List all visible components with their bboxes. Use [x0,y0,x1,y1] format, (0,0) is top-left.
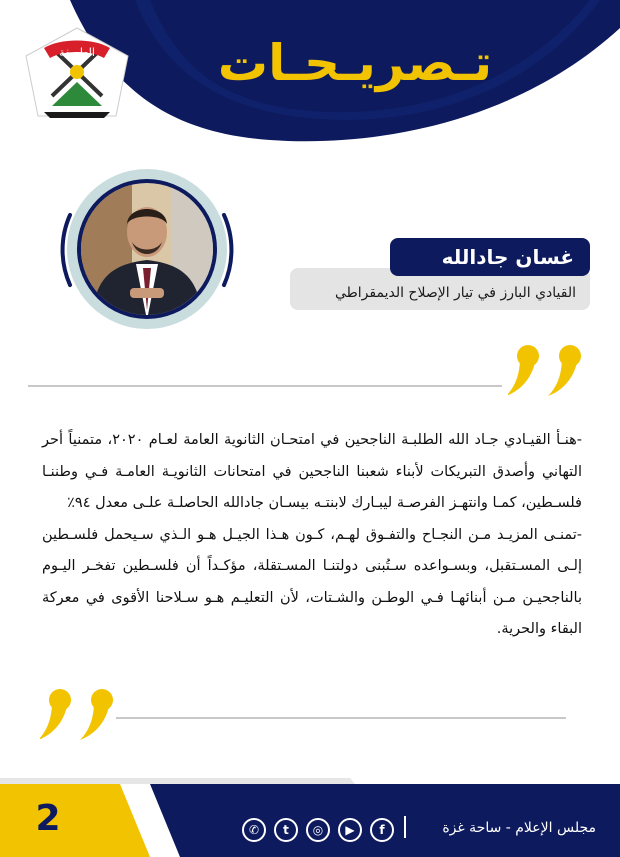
footer-separator [404,816,406,838]
quote-close-icon [40,676,126,748]
statement-paragraph-2: -تمنـى المزيـد مـن النجـاح والتفـوق لهـم، كـون هـذا الجيـل هـو الـذي سـيحمل فلسـطين إلـى المسـتقبل، وبسـواعده سـتُبنى دولتنـا المسـتقلة، مؤكـداً أن فلسـطين تفخـر اليـوم بالناجحيـن مـن أبنائهـا فـي الوطـن والشـتات، لأن التعليـم هـو سـلاحنا الأقوى في معركة البقاء والحرية. [42,526,582,637]
logo-text: العاصفة [59,46,95,59]
person-name: غسان جادالله [390,238,590,276]
footer-label: مجلس الإعلام - ساحة غزة [442,820,596,836]
person-portrait-icon [52,160,242,338]
facebook-icon[interactable]: f [370,818,394,842]
quote-open-icon [508,332,594,404]
divider-bottom [116,717,566,719]
statement-body [42,425,582,646]
divider-top [28,385,502,387]
instagram-icon[interactable]: ◎ [306,818,330,842]
fatah-emblem-icon [24,26,130,124]
statement-paragraph-1: -هنـأ القيـادي جـاد الله الطلبـة الناجحين في امتحـان الثانوية العامة لعـام ٢٠٢٠، متمنياً أحر التهاني وأصدق التبريكات لأبناء شعبنا الناجحين في امتحانات الثانويـة العامـة فـي وطننـا فلسـطين، كمـا وانتهـز الفرصـة ليبـارك لابنتـه بيسـان جادالله الحاصلـة علـى معدل ٩٤٪ [42,432,582,511]
person-role: القيادي البارز في تيار الإصلاح الديمقراطي [290,268,590,310]
page-number: 2 [35,798,61,839]
youtube-icon[interactable]: ▶ [338,818,362,842]
page-title: تـصريـحـات [217,34,493,92]
footer-bar [0,770,620,857]
twitter-icon[interactable]: t [274,818,298,842]
whatsapp-icon[interactable]: ✆ [242,818,266,842]
